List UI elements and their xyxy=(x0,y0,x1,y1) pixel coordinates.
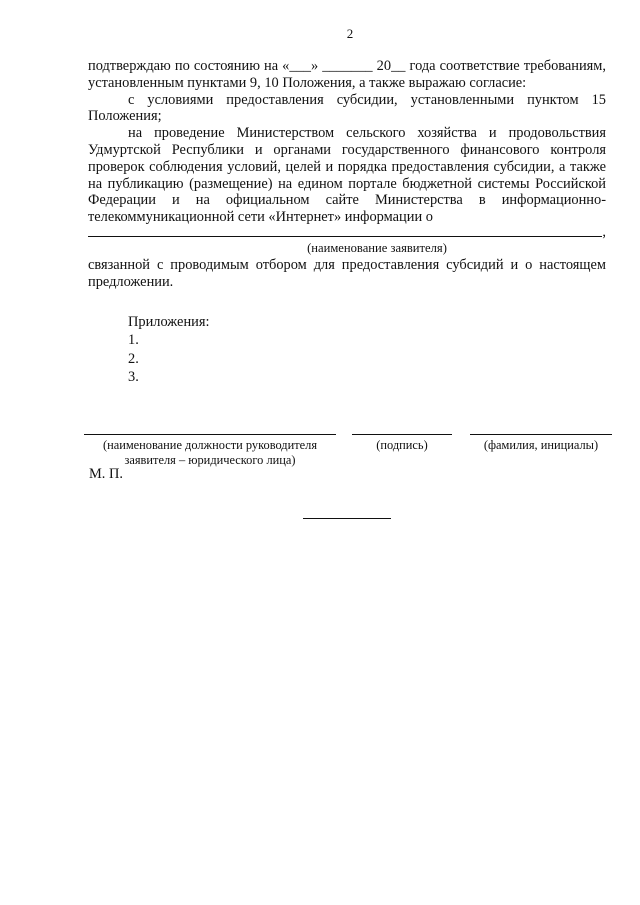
attachments xyxy=(128,313,606,387)
paragraph-confirmation: подтверждаю по состоянию на «___» _______ 20__ года соответствие требованиям, установленным пунктами 9, 10 Положения, а также выражаю согласие: xyxy=(88,58,606,91)
name-caption: (фамилия, инициалы) xyxy=(483,438,599,452)
attachments-title: Приложения: xyxy=(128,313,210,330)
position-caption-line1: (наименование должности руководителя xyxy=(102,438,318,452)
position-caption-line2: заявителя – юридического лица) xyxy=(124,453,296,467)
applicant-comma: , xyxy=(602,223,606,240)
paragraph-subsidy-conditions: с условиями предоставления субсидии, установленными пунктом 15 Положения; xyxy=(88,91,606,125)
signature-line xyxy=(352,434,452,435)
applicant-caption: (наименование заявителя) xyxy=(307,240,447,255)
attachment-item: 3. xyxy=(128,369,139,386)
end-divider xyxy=(303,518,391,519)
attachment-item: 2. xyxy=(128,350,139,367)
paragraph-inspections-consent: на проведение Министерством сельского хозяйства и продовольствия Удмуртской Республики и органами государственного финансового контроля проверок соблюдения условий, целей и порядка предоставления субсидии, а также на публикацию (размещение) на едином портале бюджетной системы Российской Федерации и на официальном сайте Министерства в информационно-телекоммуникационной сети «Интернет» информации о xyxy=(88,125,606,226)
applicant-name-line xyxy=(88,223,606,242)
position-caption xyxy=(84,438,336,468)
paragraph-selection: связанной с проводимым отбором для предоставления субсидий и о настоящем предложении. xyxy=(88,256,606,290)
position-line xyxy=(84,434,336,435)
signature-caption: (подпись) xyxy=(376,438,428,452)
signature-block xyxy=(84,428,612,498)
name-line xyxy=(470,434,612,435)
stamp-place: М. П. xyxy=(89,466,123,482)
applicant-underline xyxy=(88,236,602,237)
attachment-item: 1. xyxy=(128,332,139,349)
page-number: 2 xyxy=(346,26,354,41)
document-body xyxy=(88,58,606,387)
